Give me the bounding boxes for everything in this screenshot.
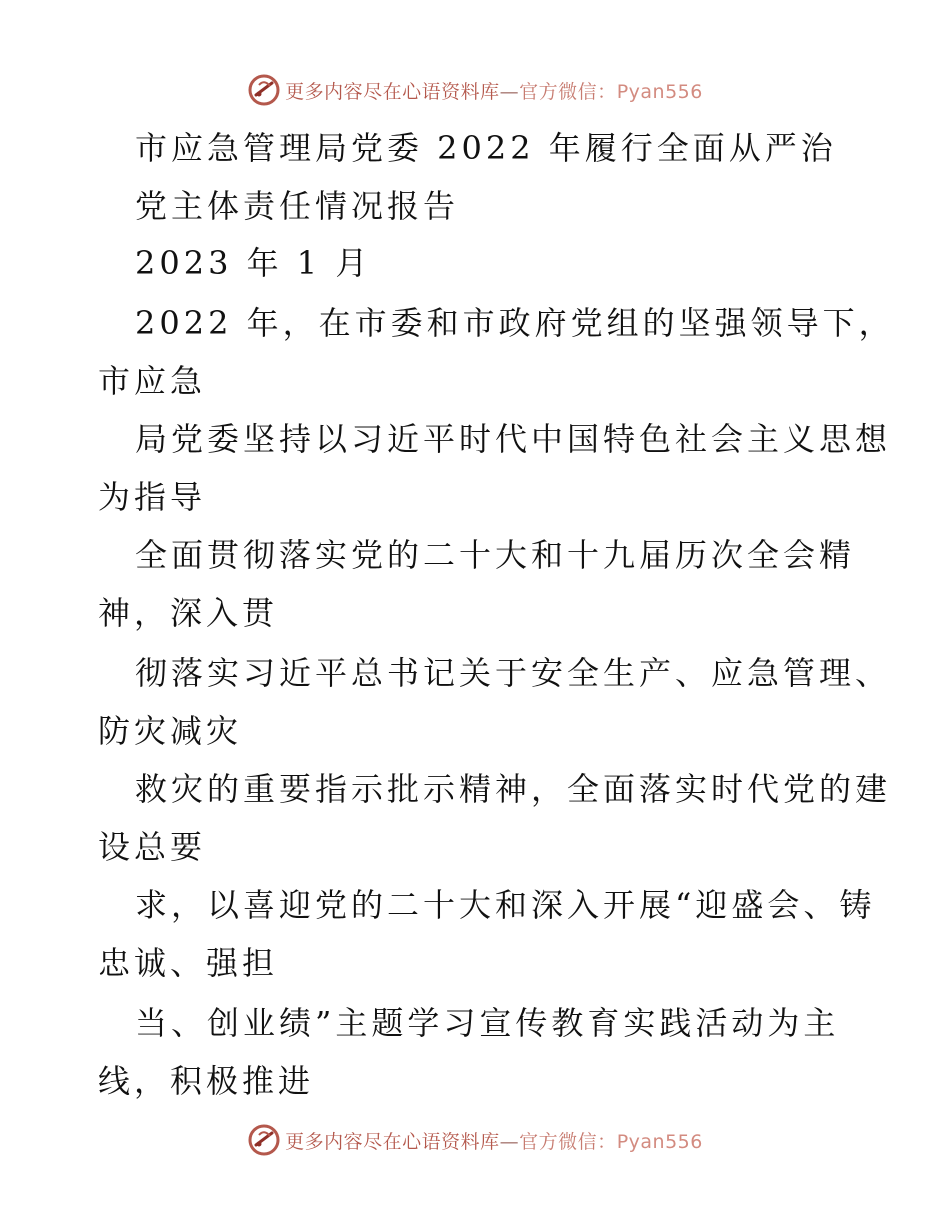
- footer-watermark: [0, 1118, 950, 1162]
- document-date: 2023 年 1 月: [135, 244, 372, 282]
- paragraph-line: 设总要: [98, 828, 207, 866]
- watermark-dash: —: [499, 80, 520, 103]
- paragraph-line: 求，以喜迎党的二十大和深入开展“迎盛会、铸: [135, 886, 876, 924]
- watermark-dash: —: [499, 1130, 520, 1153]
- watermark-wechat-id: Pyan556: [616, 80, 703, 103]
- paragraph-line: 防灾减灾: [98, 712, 243, 750]
- watermark-official-label: 官方微信：: [519, 1130, 617, 1153]
- paragraph-line: 彻落实习近平总书记关于安全生产、应急管理、: [135, 654, 892, 692]
- paragraph-line: 忠诚、强担: [98, 944, 279, 982]
- watermark-text: [285, 1127, 703, 1154]
- paragraph-line: 神，深入贯: [98, 594, 279, 632]
- paragraph-line: 当、创业绩”主题学习宣传教育实践活动为主: [135, 1004, 840, 1042]
- paragraph-line: 为指导: [98, 478, 207, 516]
- header-watermark: [0, 68, 950, 112]
- document-title-line-2: 党主体责任情况报告: [135, 187, 460, 225]
- paragraph-line: 线，积极推进: [98, 1062, 315, 1100]
- watermark-official-label: 官方微信：: [519, 80, 617, 103]
- paragraph-line: 救灾的重要指示批示精神，全面落实时代党的建: [135, 770, 892, 808]
- watermark-brand: 更多内容尽在心语资料库: [285, 80, 500, 103]
- paragraph-line: 局党委坚持以习近平时代中国特色社会主义思想: [135, 420, 892, 458]
- seal-logo-icon: [247, 1123, 281, 1157]
- watermark-brand: 更多内容尽在心语资料库: [285, 1130, 500, 1153]
- paragraph-line: 2022 年，在市委和市政府党组的坚强领导下，: [135, 304, 895, 342]
- document-title-line-1: 市应急管理局党委 2022 年履行全面从严治: [135, 129, 837, 167]
- watermark-wechat-id: Pyan556: [616, 1130, 703, 1153]
- paragraph-line: 市应急: [98, 362, 207, 400]
- watermark-text: [285, 77, 703, 104]
- paragraph-line: 全面贯彻落实党的二十大和十九届历次全会精: [135, 536, 856, 574]
- seal-logo-icon: [247, 73, 281, 107]
